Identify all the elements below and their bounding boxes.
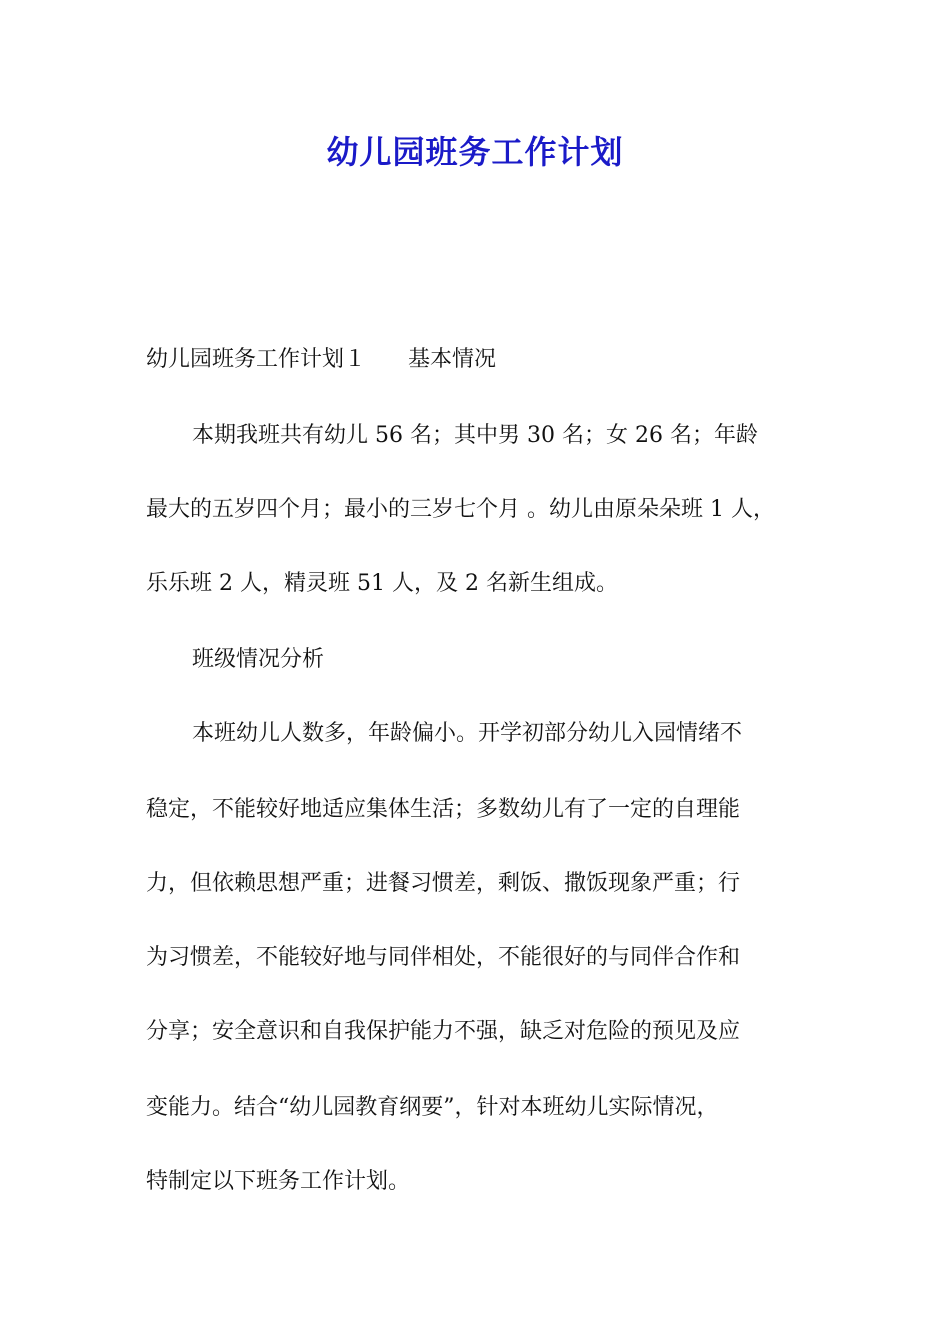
subheading-basic: 基本情况 xyxy=(408,347,497,372)
paragraph-line: 本班幼儿人数多，年龄偏小。开学初部分幼儿入园情绪不 xyxy=(192,721,743,746)
paragraph-line: 最大的五岁四个月；最小的三岁七个月 。幼儿由原朵朵班 1 人， xyxy=(146,497,775,522)
paragraph-line: 为习惯差，不能较好地与同伴相处，不能很好的与同伴合作和 xyxy=(146,945,741,970)
document-title: 幼儿园班务工作计划 xyxy=(326,133,624,171)
section-heading-line xyxy=(146,344,826,376)
paragraph-line: 分享；安全意识和自我保护能力不强，缺乏对危险的预见及应 xyxy=(146,1019,741,1044)
paragraph-line: 力，但依赖思想严重；进餐习惯差，剩饭、撒饭现象严重；行 xyxy=(146,871,741,896)
paragraph-line: 变能力。结合“幼儿园教育纲要”，针对本班幼儿实际情况， xyxy=(146,1095,719,1120)
paragraph-line: 稳定，不能较好地适应集体生活；多数幼儿有了一定的自理能 xyxy=(146,797,741,822)
paragraph-line: 本期我班共有幼儿 56 名；其中男 30 名；女 26 名；年龄 xyxy=(192,423,758,448)
section-heading: 幼儿园班务工作计划１ xyxy=(146,347,367,372)
paragraph-line: 特制定以下班务工作计划。 xyxy=(146,1169,411,1194)
paragraph-line: 乐乐班 2 人，精灵班 51 人，及 2 名新生组成。 xyxy=(146,571,618,596)
subheading-analysis: 班级情况分析 xyxy=(192,647,325,672)
